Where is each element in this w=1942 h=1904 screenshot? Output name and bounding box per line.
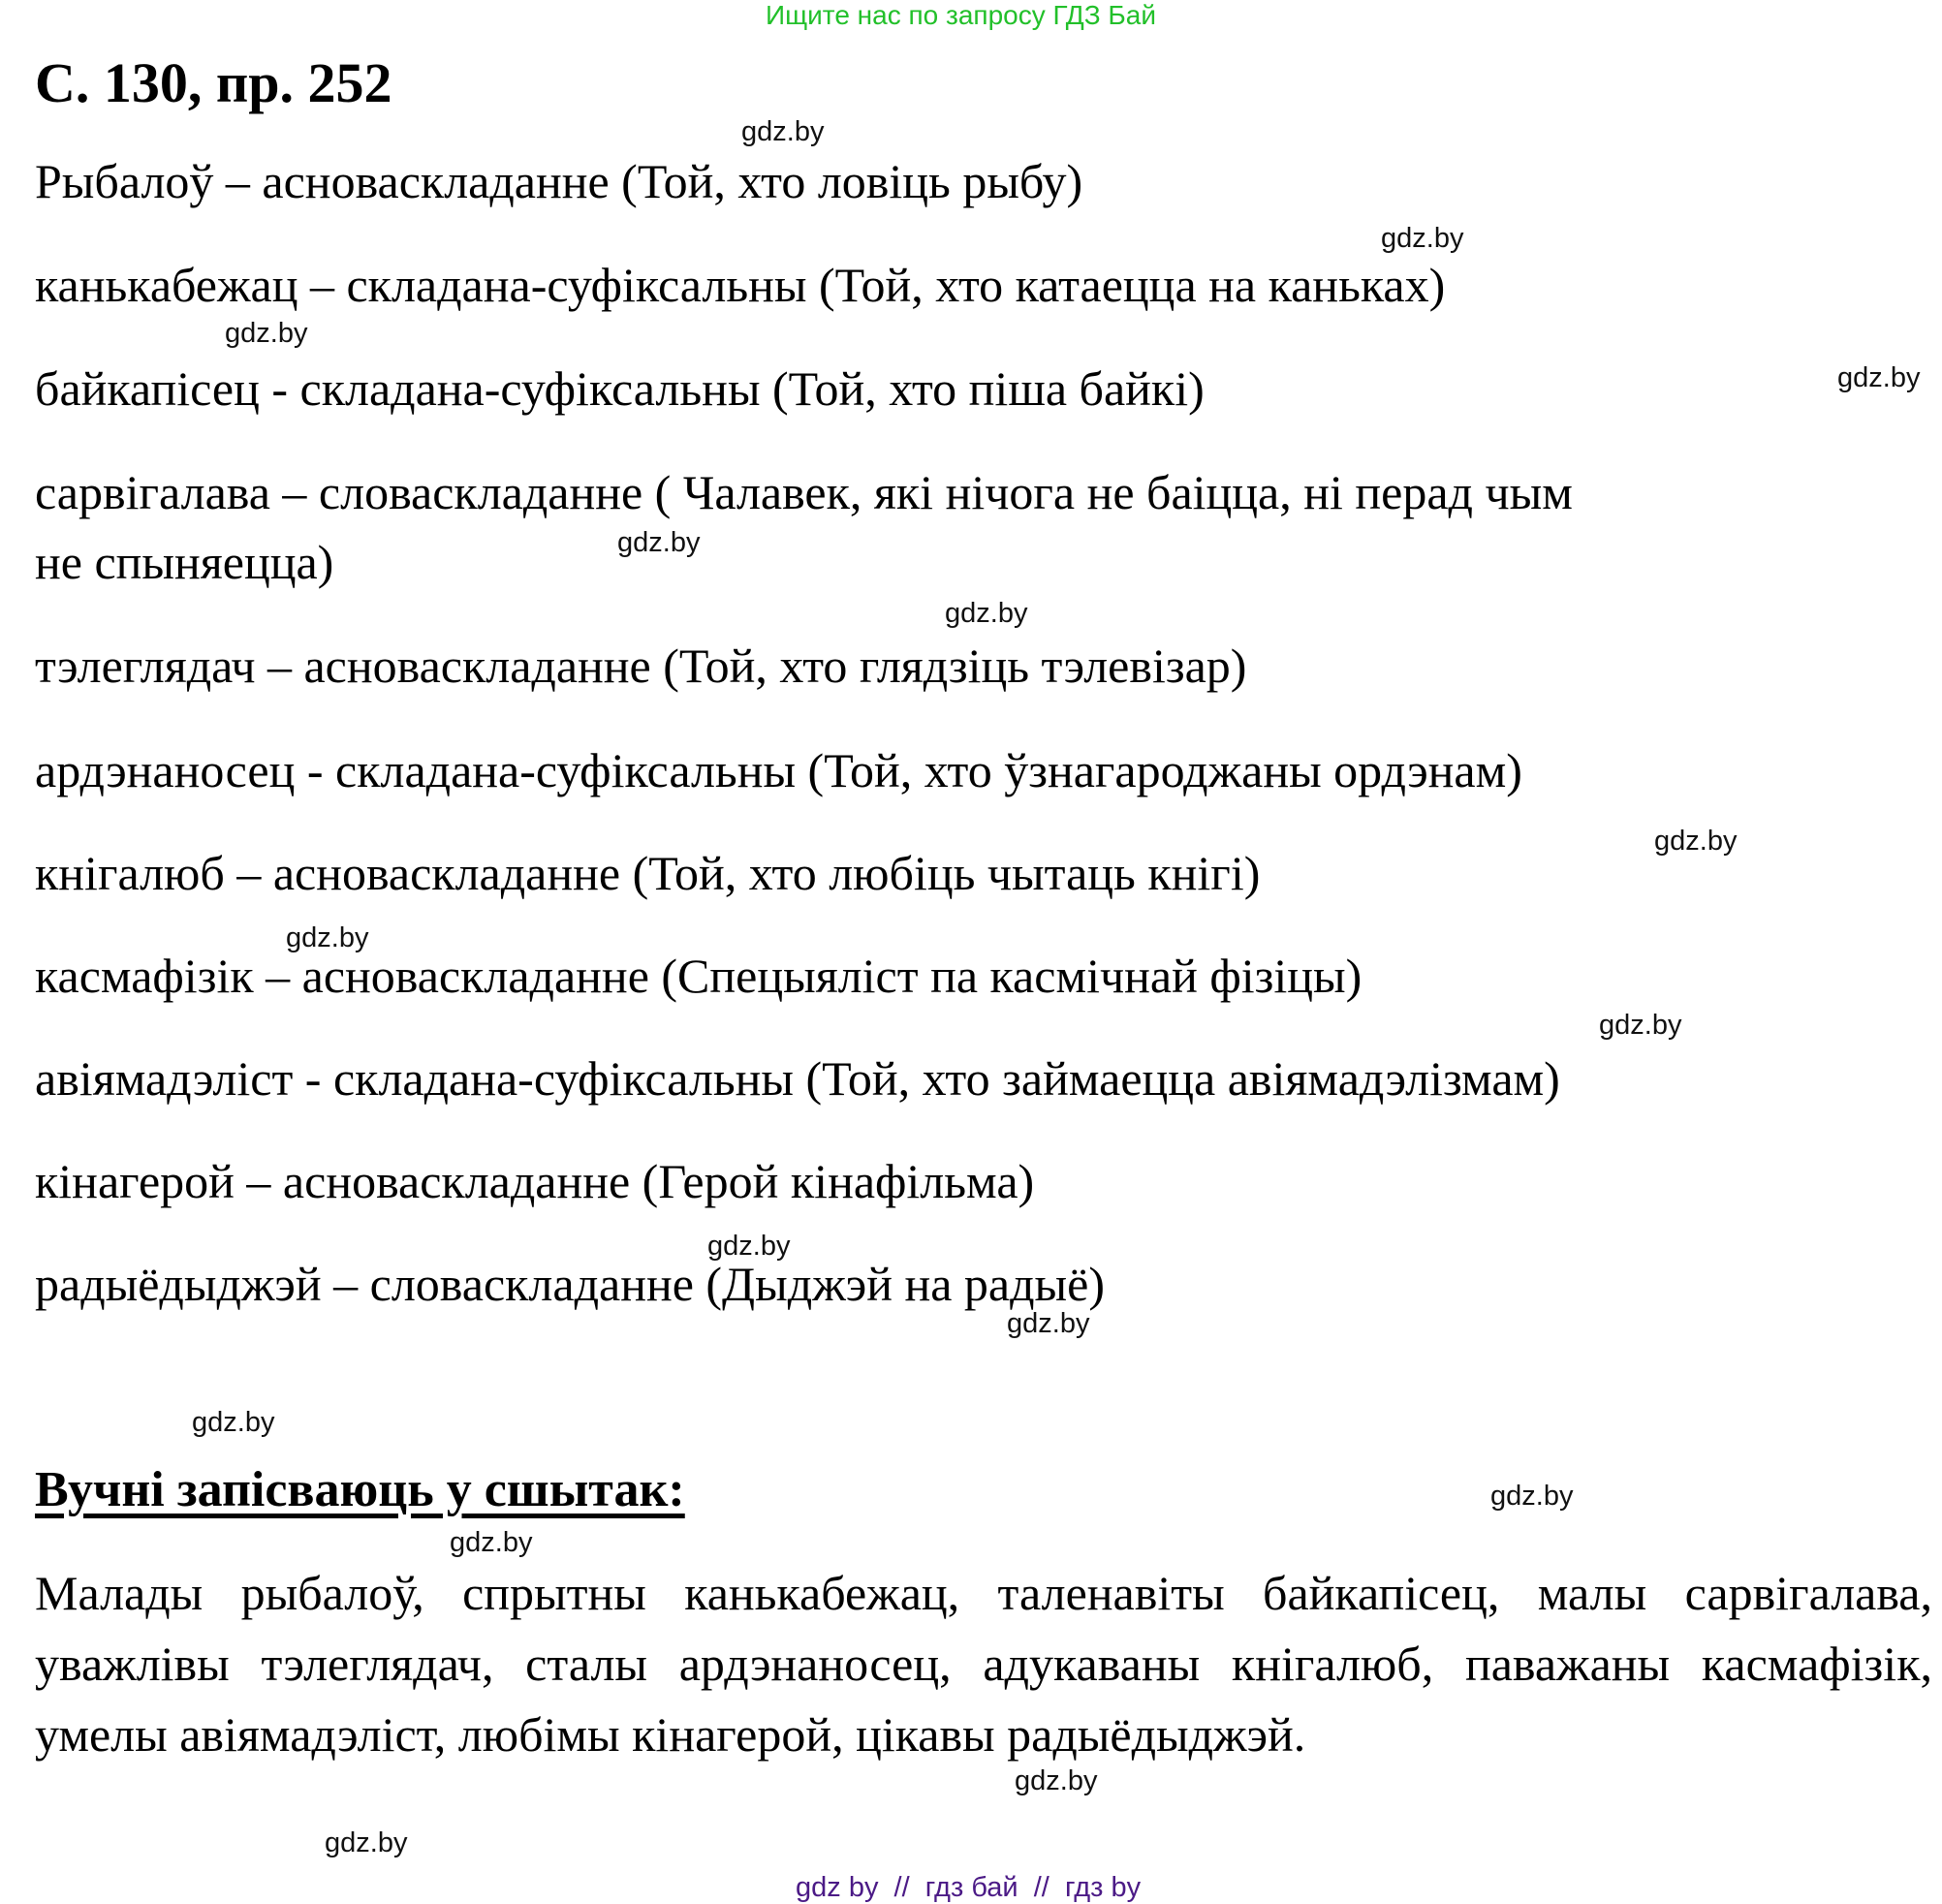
- footer-links: gdz by // гдз бай // гдз by: [796, 1872, 1142, 1903]
- answer-line: байкапісец - складана-суфіксальны (Той, хто піша байкі): [35, 361, 1205, 416]
- answer-line: не спыняецца): [35, 535, 334, 589]
- watermark: gdz.by: [617, 527, 701, 558]
- watermark: gdz.by: [945, 598, 1028, 629]
- watermark: gdz.by: [325, 1827, 408, 1858]
- answer-line: авіямадэліст - складана-суфіксальны (Той, хто займаецца авіямадэлізмам): [35, 1051, 1560, 1106]
- watermark: gdz.by: [1837, 362, 1921, 393]
- watermark: gdz.by: [1007, 1308, 1090, 1339]
- answer-line: канькабежац – складана-суфіксальны (Той, хто катаецца на каньках): [35, 258, 1446, 312]
- answer-line: сарвігалава – словаскладанне ( Чалавек, які нічога не баіцца, ні перад чым: [35, 465, 1573, 519]
- watermark: gdz.by: [1015, 1765, 1098, 1796]
- watermark: gdz.by: [1490, 1481, 1574, 1512]
- answer-line: тэлеглядач – асноваскладанне (Той, хто глядзіць тэлевізар): [35, 639, 1247, 693]
- section-heading: Вучні запісваюць у сшытак:: [35, 1462, 685, 1517]
- watermark: gdz.by: [450, 1527, 533, 1558]
- watermark: gdz.by: [707, 1231, 791, 1262]
- notebook-paragraph: Малады рыбалоў, спрытны канькабежац, таленавіты байкапісец, малы сарвігалава, уважлівы тэлеглядач, сталы ардэнаносец, адукаваны кнігалюб, паважаны касмафізік, умелы авіямадэліст, любімы кінагерой, цікавы радыёдыджэй.: [35, 1566, 1932, 1762]
- answer-line: ардэнаносец - складана-суфіксальны (Той, хто ўзнагароджаны ордэнам): [35, 743, 1522, 797]
- search-banner: Ищите нас по запросу ГДЗ Бай: [766, 0, 1157, 30]
- answer-line: касмафізік – асноваскладанне (Спецыяліст па касмічнай фізіцы): [35, 949, 1363, 1003]
- watermark: gdz.by: [1381, 223, 1464, 254]
- watermark: gdz.by: [225, 318, 308, 349]
- answer-line: кінагерой – асноваскладанне (Герой кінафільма): [35, 1154, 1035, 1208]
- watermark: gdz.by: [741, 116, 825, 147]
- answer-line: кнігалюб – асноваскладанне (Той, хто любіць чытаць кнігі): [35, 846, 1261, 900]
- watermark: gdz.by: [1599, 1010, 1682, 1041]
- answer-line: Рыбалоў – асноваскладанне (Той, хто ловіць рыбу): [35, 154, 1083, 208]
- page-title: С. 130, пр. 252: [35, 51, 392, 114]
- watermark: gdz.by: [1654, 826, 1738, 857]
- answer-line: радыёдыджэй – словаскладанне (Дыджэй на радыё): [35, 1257, 1105, 1311]
- watermark: gdz.by: [192, 1407, 275, 1438]
- watermark: gdz.by: [286, 922, 369, 953]
